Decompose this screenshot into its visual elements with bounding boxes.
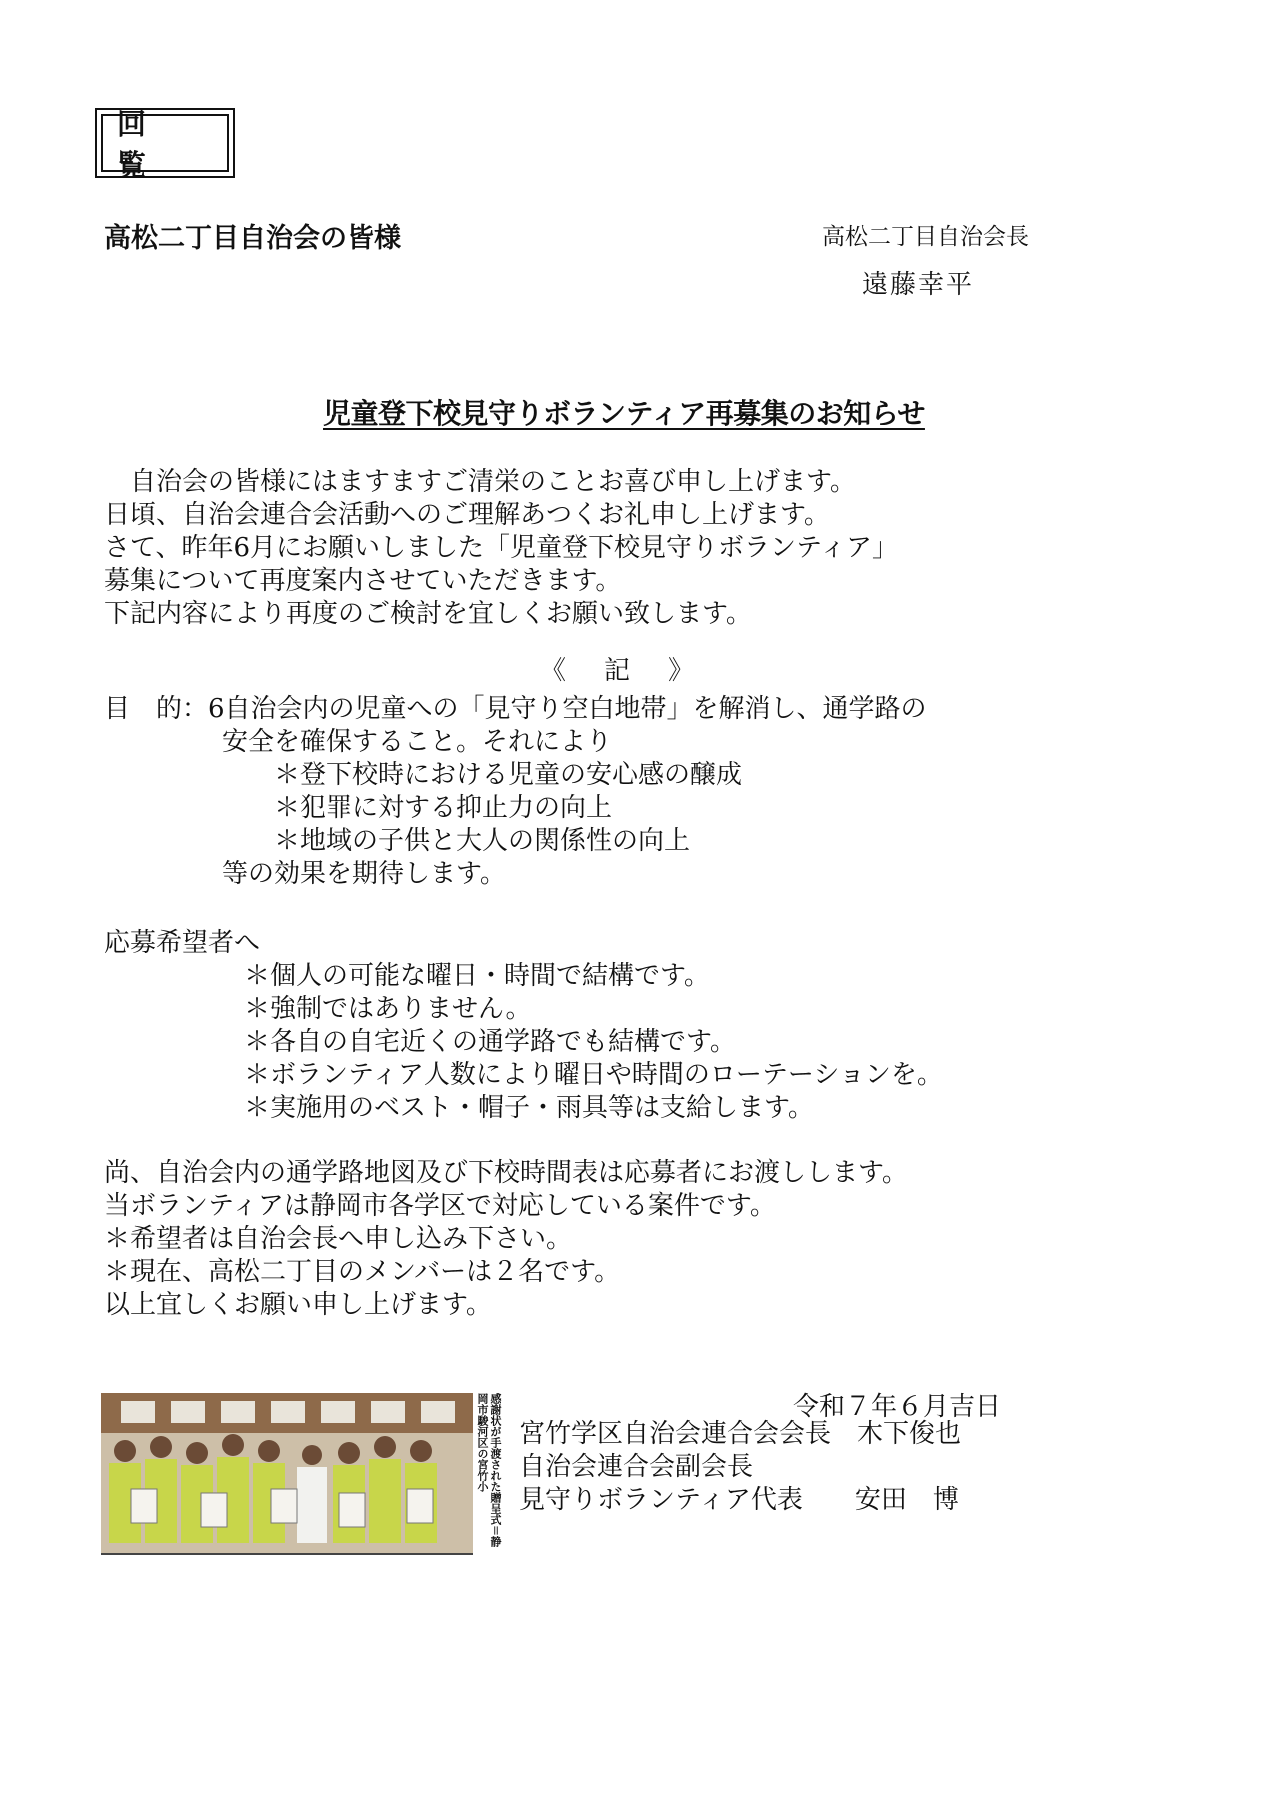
sender-name: 遠藤幸平: [862, 270, 975, 300]
document-title: 児童登下校見守りボランティア再募集のお知らせ: [323, 397, 925, 430]
signer-line: 見守りボランティア代表 安田 博: [519, 1485, 959, 1515]
purpose-line: 6自治会内の児童への「見守り空白地帯」を解消し、通学路の: [208, 694, 927, 724]
intro-line: 募集について再度案内させていただきます。: [104, 566, 622, 596]
intro-line: 日頃、自治会連合会活動へのご理解あつくお礼申し上げます。: [104, 500, 830, 530]
ki-heading: 《 記 》: [540, 656, 701, 686]
applicant-heading: 応募希望者へ: [104, 928, 261, 958]
note-line: 以上宜しくお願い申し上げます。: [104, 1290, 492, 1320]
note-line: ＊希望者は自治会長へ申し込み下さい。: [104, 1224, 573, 1254]
addressee: 高松二丁目自治会の皆様: [104, 223, 401, 254]
note-line: 尚、自治会内の通学路地図及び下校時間表は応募者にお渡しします。: [104, 1158, 908, 1188]
purpose-item: ＊犯罪に対する抑止力の向上: [274, 793, 613, 823]
issue-date: 令和７年６月吉日: [793, 1392, 1002, 1422]
notes-section: [104, 1157, 908, 1322]
signers: [519, 1418, 961, 1517]
purpose-item: ＊登下校時における児童の安心感の醸成: [274, 760, 743, 790]
sender-role: 高松二丁目自治会長: [822, 224, 1029, 250]
intro-paragraph: [104, 466, 898, 631]
applicant-item: ＊ボランティア人数により曜日や時間のローテーションを。: [244, 1060, 943, 1090]
intro-line: 自治会の皆様にはますますご清栄のことお喜び申し上げます。: [104, 467, 856, 497]
circulation-stamp: [95, 107, 235, 182]
note-line: 当ボランティアは静岡市各学区で対応している案件です。: [104, 1191, 776, 1221]
signer-line: 自治会連合会副会長: [519, 1452, 754, 1482]
purpose-label: 目 的：: [104, 694, 209, 724]
purpose-section: [104, 693, 927, 891]
purpose-line: 安全を確保すること。それにより: [222, 727, 613, 757]
circulation-stamp-label: 回 覧: [101, 114, 229, 172]
applicant-item: ＊個人の可能な曜日・時間で結構です。: [244, 961, 710, 991]
applicant-item: ＊実施用のベスト・帽子・雨具等は支給します。: [244, 1093, 814, 1123]
intro-line: さて、昨年6月にお願いしました「児童登下校見守りボランティア」: [104, 533, 898, 563]
signer-line: 宮竹学区自治会連合会会長 木下俊也: [519, 1419, 962, 1449]
purpose-line: 等の効果を期待します。: [222, 859, 506, 889]
photo-caption: 感謝状が手渡された贈呈式＝静岡市駿河区の宮竹小: [476, 1393, 502, 1547]
note-line: ＊現在、高松二丁目のメンバーは２名です。: [104, 1257, 621, 1287]
volunteer-group-photo: [101, 1393, 473, 1555]
applicant-section: [104, 927, 943, 1125]
applicant-item: ＊強制ではありません。: [244, 994, 532, 1024]
intro-line: 下記内容により再度のご検討を宜しくお願い致します。: [104, 599, 752, 629]
purpose-item: ＊地域の子供と大人の関係性の向上: [274, 826, 691, 856]
applicant-item: ＊各自の自宅近くの通学路でも結構です。: [244, 1027, 736, 1057]
